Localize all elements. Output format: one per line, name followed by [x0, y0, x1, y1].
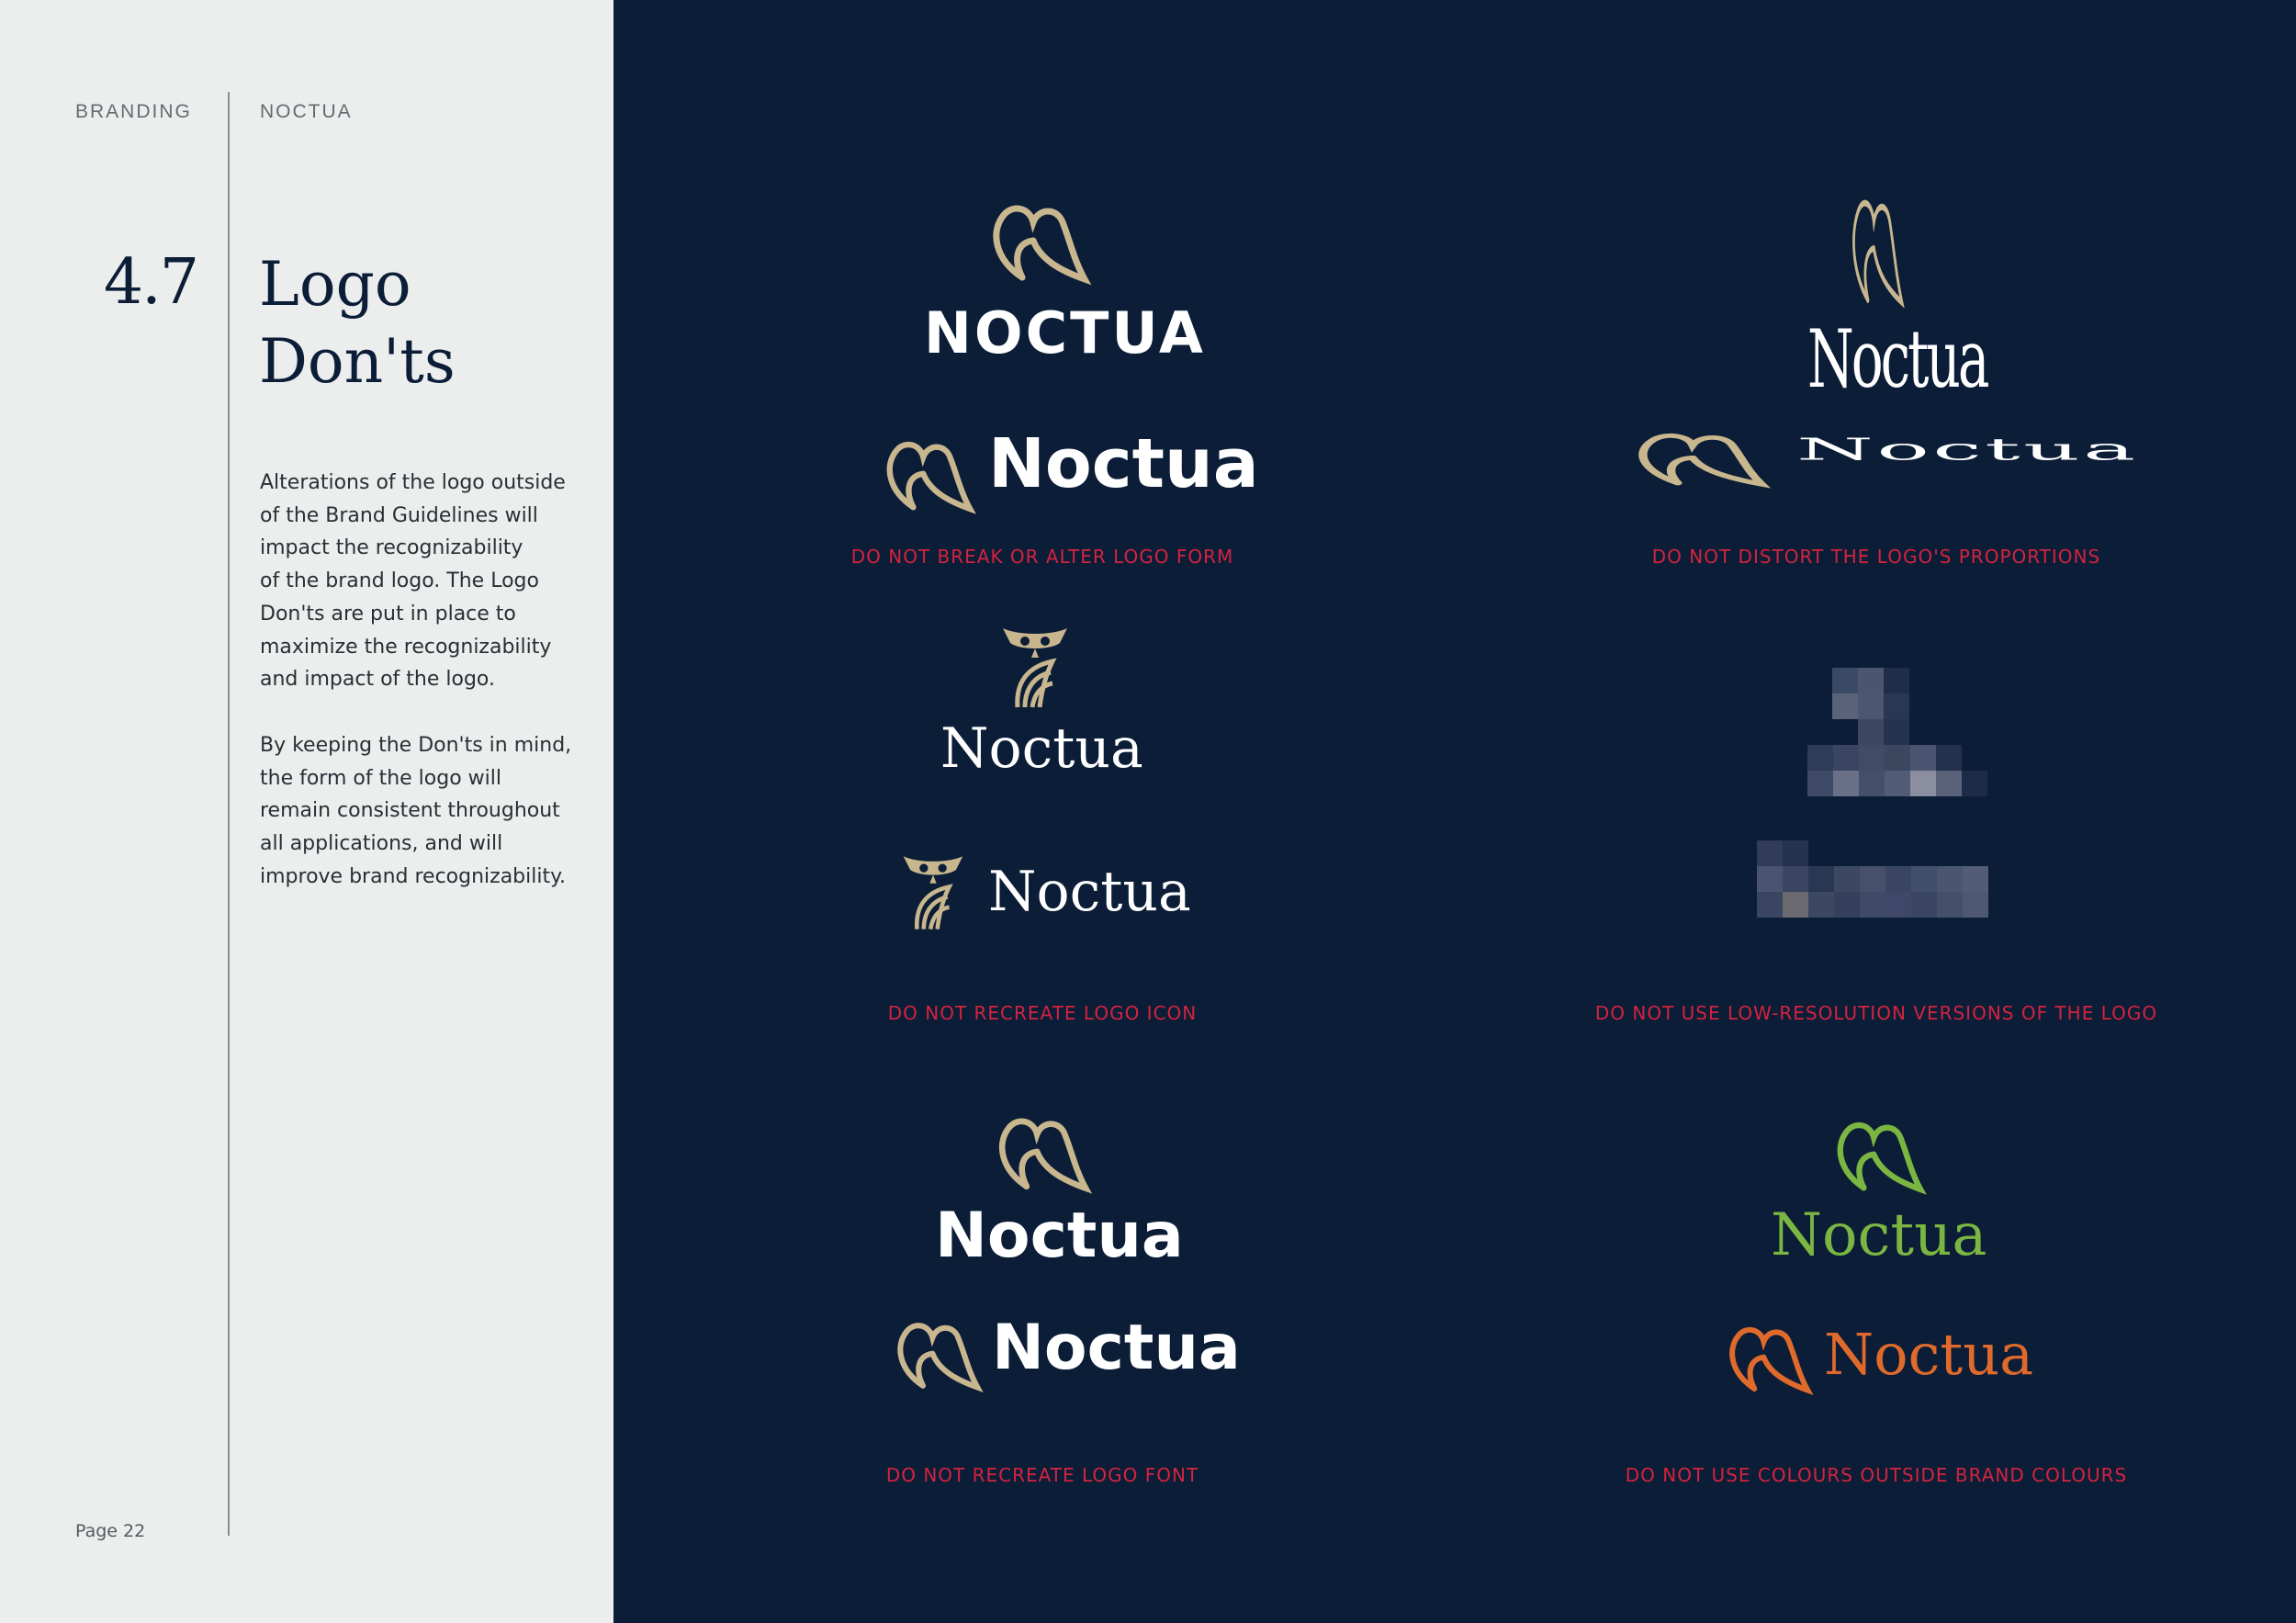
pixelated-logo-image — [1757, 666, 2014, 921]
page-number: Page 22 — [75, 1521, 146, 1541]
owl-icon — [900, 851, 966, 933]
divider-line — [228, 92, 230, 1536]
examples-panel — [613, 0, 2296, 1623]
section-kicker: BRANDING — [75, 101, 192, 122]
owl-icon — [992, 1108, 1087, 1192]
body-paragraph-1 — [260, 467, 604, 696]
page-title — [259, 246, 456, 400]
sidebar-panel — [0, 0, 613, 1623]
owl-icon — [1848, 184, 1903, 308]
wordmark-stacked: Noctua — [1771, 1201, 1987, 1269]
caption: DO NOT DISTORT THE LOGO'S PROPORTIONS — [1651, 546, 2101, 568]
wordmark-inline: Noctua — [988, 860, 1191, 924]
owl-icon — [1628, 426, 1764, 487]
body-line: Don'ts are put in place to — [260, 602, 516, 626]
body-line: improve brand recognizability. — [260, 864, 566, 888]
wordmark-inline: Noctua — [992, 1312, 1241, 1384]
owl-icon — [999, 623, 1071, 711]
body-line: of the Brand Guidelines will — [260, 503, 538, 527]
body-line: the form of the logo will — [260, 766, 502, 790]
wordmark-stacked: Noctua — [1807, 312, 1987, 406]
caption: DO NOT BREAK OR ALTER LOGO FORM — [850, 546, 1234, 568]
caption: DO NOT RECREATE LOGO ICON — [887, 1002, 1198, 1024]
title-line-2: Don'ts — [259, 326, 456, 397]
title-line-1: Logo — [259, 249, 411, 320]
brand-kicker: NOCTUA — [260, 101, 353, 122]
body-line: maximize the recognizability — [260, 635, 552, 659]
wordmark-stacked: Noctua — [940, 716, 1143, 781]
body-line: all applications, and will — [260, 832, 503, 856]
owl-icon — [1723, 1317, 1809, 1394]
body-line: impact the recognizability — [260, 536, 523, 560]
wordmark-stacked: Noctua — [935, 1200, 1184, 1272]
wordmark-inline: Noctua — [1796, 432, 2139, 468]
body-line: Alterations of the logo outside — [260, 471, 566, 494]
caption: DO NOT RECREATE LOGO FONT — [885, 1464, 1199, 1486]
body-line: of the brand logo. The Logo — [260, 569, 539, 593]
owl-icon — [880, 430, 972, 514]
owl-icon — [891, 1312, 979, 1392]
wordmark-inline: Noctua — [988, 424, 1259, 503]
body-line: and impact of the logo. — [260, 668, 495, 692]
section-number: 4.7 — [103, 246, 197, 319]
body-paragraph-2 — [260, 729, 604, 894]
caption: DO NOT USE COLOURS OUTSIDE BRAND COLOURS — [1625, 1464, 2128, 1486]
wordmark-inline: Noctua — [1824, 1321, 2034, 1388]
wordmark-stacked: NOCTUA — [924, 299, 1206, 366]
caption: DO NOT USE LOW-RESOLUTION VERSIONS OF THE LOGO — [1594, 1002, 2158, 1024]
owl-icon — [985, 195, 1086, 283]
owl-icon — [1830, 1111, 1922, 1194]
body-line: remain consistent throughout — [260, 799, 560, 823]
body-line: By keeping the Don'ts in mind, — [260, 734, 572, 757]
